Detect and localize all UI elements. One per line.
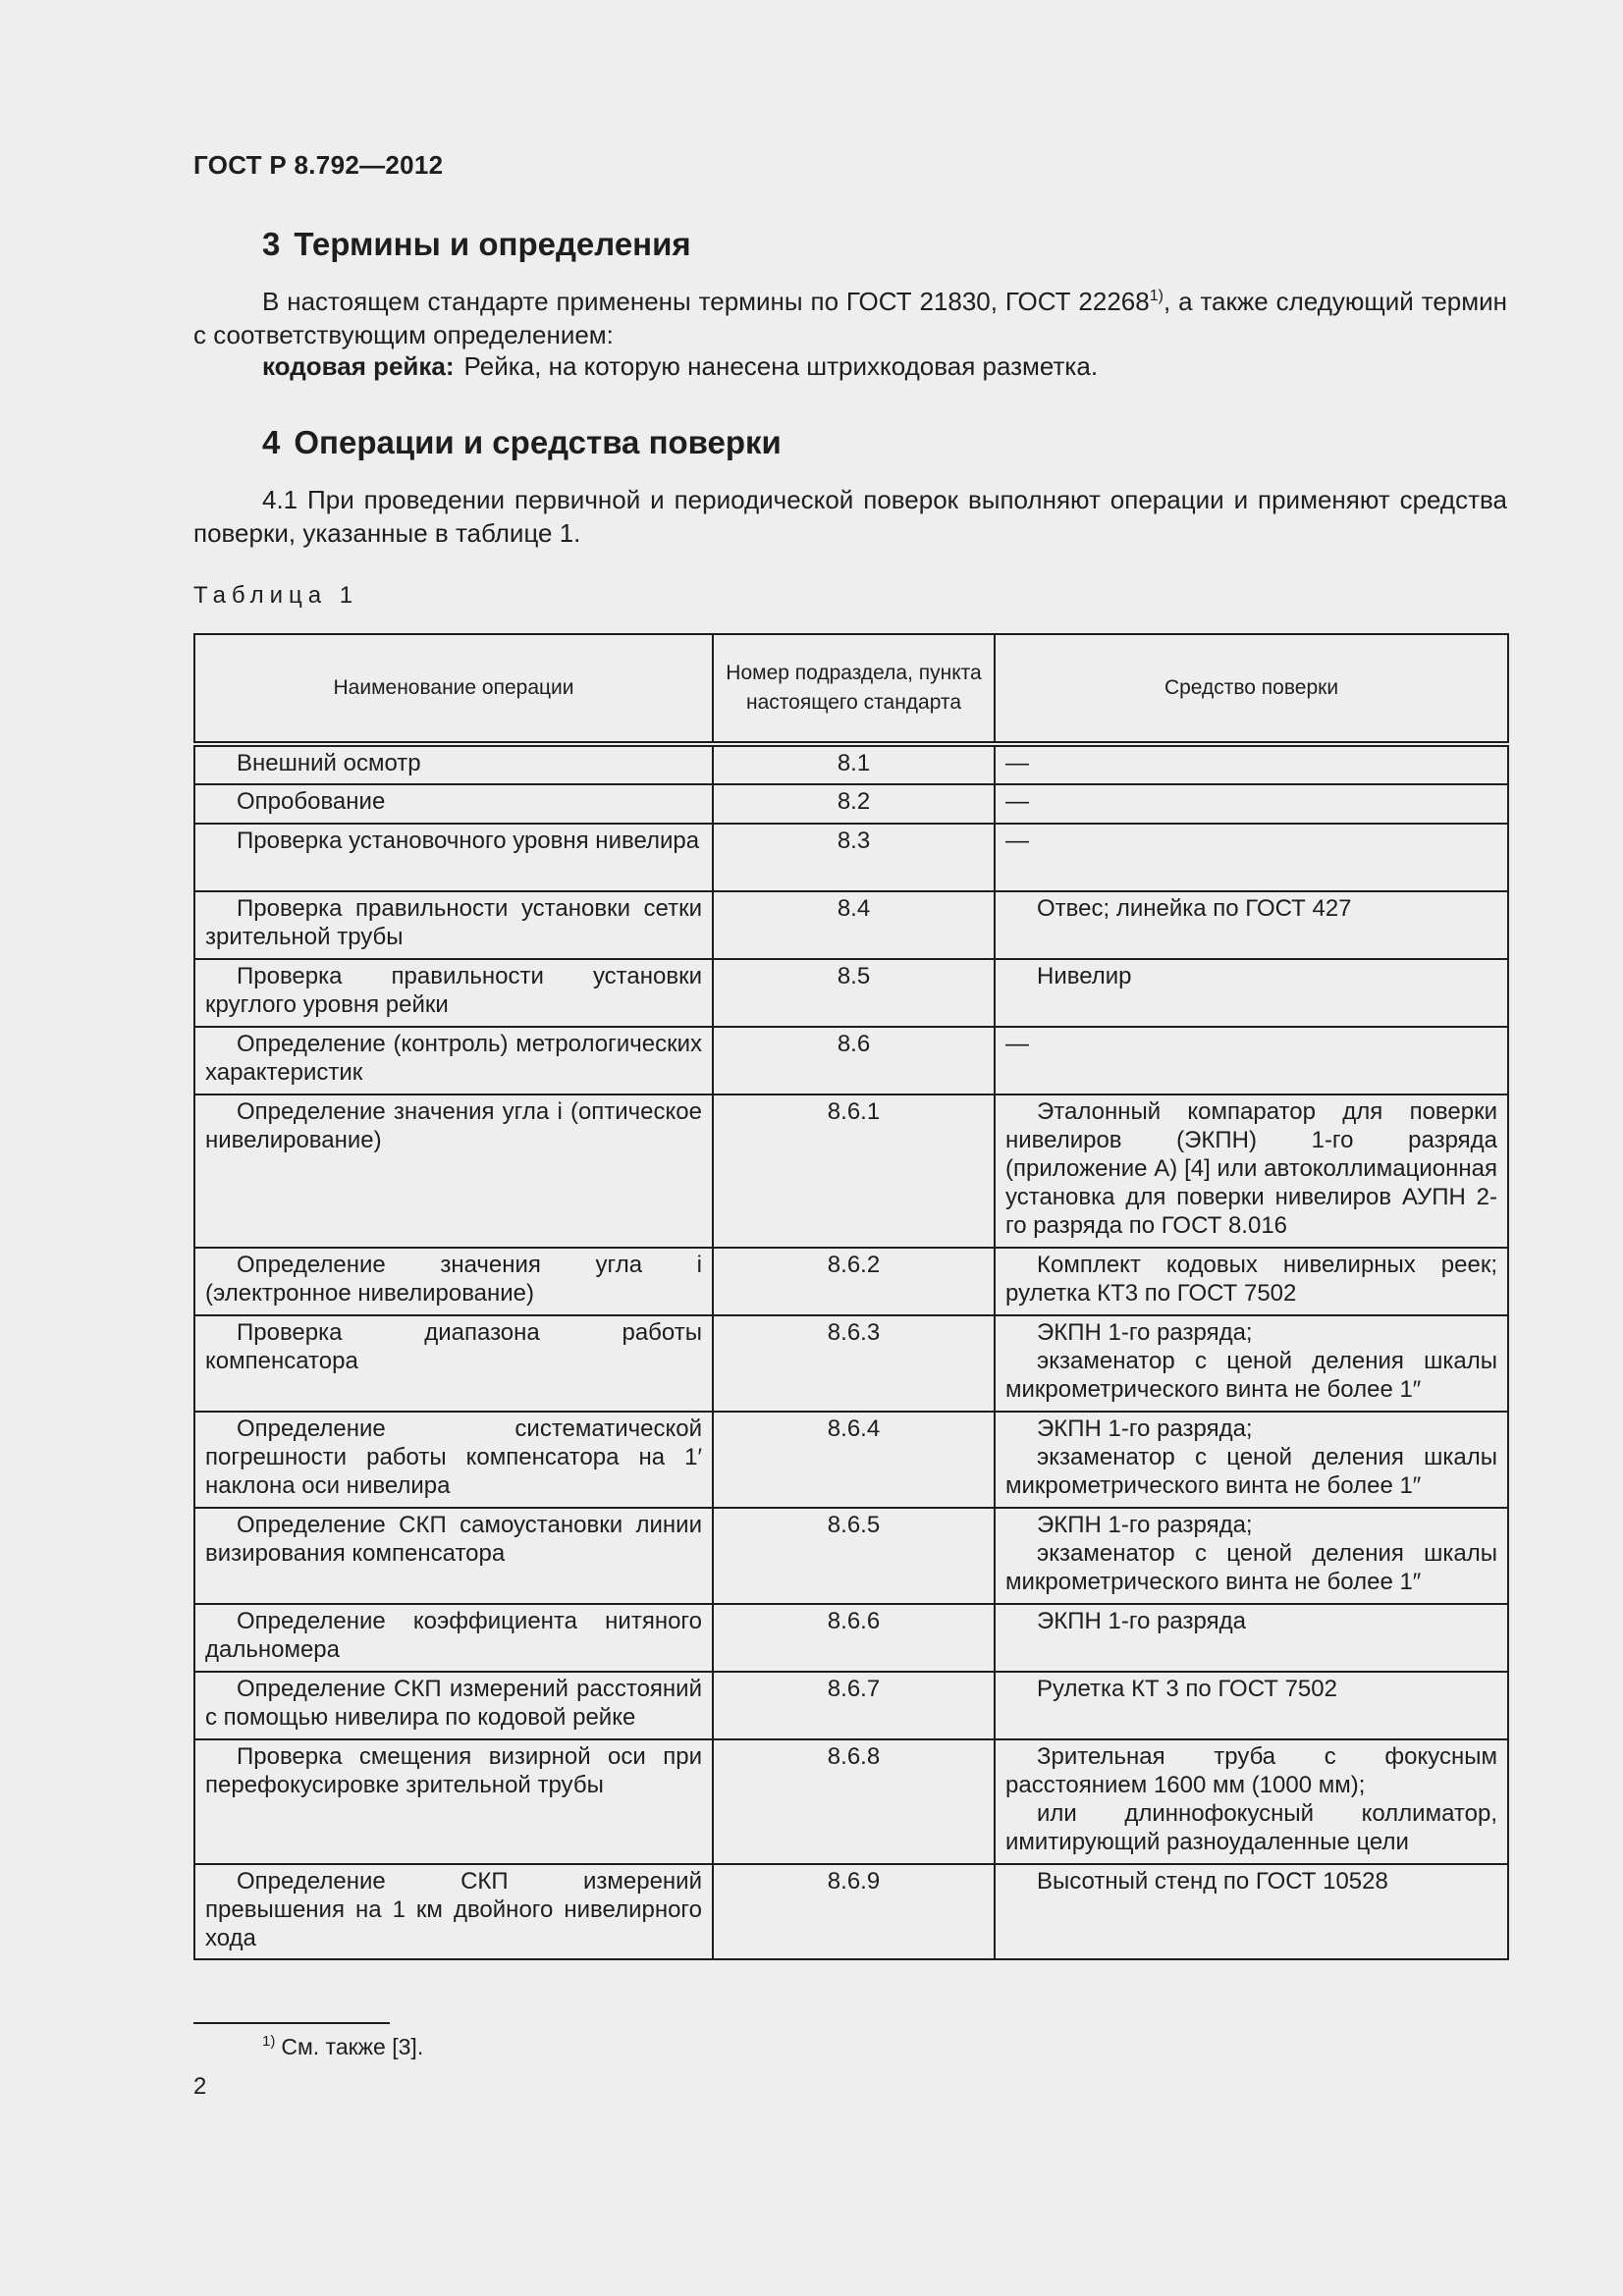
section-number: 8.6.2 — [827, 1252, 881, 1278]
table-row — [194, 1672, 1508, 1739]
verification-tool-cell — [995, 784, 1508, 824]
tool-line — [1005, 1607, 1497, 1635]
operation-name: Определение значения угла i (оптическое нивелирование) — [205, 1098, 702, 1153]
table-row — [194, 1508, 1508, 1604]
footnote-text: См. также [3]. — [281, 2034, 424, 2059]
section-number-cell — [713, 1739, 995, 1864]
table-row — [194, 744, 1508, 784]
paragraph-4-1: 4.1 При проведении первичной и периодической поверок выполняют операции и применяют средства поверки, указанные в таблице 1. — [193, 485, 1507, 548]
intro-text-cont: , а также следующий термин с соответствующим определением: — [193, 287, 1507, 349]
verification-tool: Рулетка КТ 3 по ГОСТ 7502 — [1037, 1676, 1337, 1702]
verification-tool: Отвес; линейка по ГОСТ 427 — [1037, 895, 1352, 922]
table-row — [194, 1248, 1508, 1315]
tool-line — [1005, 1511, 1497, 1539]
table-row — [194, 891, 1508, 959]
intro-text: В настоящем стандарте применены термины по ГОСТ 21830, ГОСТ 22268 — [262, 287, 1150, 316]
footnote — [262, 2032, 423, 2061]
term: кодовая рейка: — [262, 351, 455, 381]
operation-name: Проверка правильности установки сетки зрительной трубы — [205, 895, 702, 950]
section-number: 8.6.1 — [827, 1098, 881, 1125]
operation-name-cell — [194, 1864, 713, 1959]
tool-line — [1005, 1675, 1497, 1703]
verification-tool: ЭКПН 1-го разряда; — [1037, 1415, 1253, 1442]
section-4-heading: Операции и средства поверки — [294, 424, 782, 460]
operation-name: Определение систематической погрешности работы компенсатора на 1′ наклона оси нивелира — [205, 1415, 702, 1499]
operation-name-cell — [194, 1412, 713, 1508]
section-number: 8.1 — [837, 750, 871, 776]
operation-name: Проверка смещения визирной оси при перефокусировке зрительной трубы — [205, 1743, 702, 1798]
section-number: 8.6.9 — [827, 1868, 881, 1895]
verification-tool: ЭКПН 1-го разряда; — [1037, 1512, 1253, 1538]
operation-name-cell — [194, 1604, 713, 1672]
section-number-cell — [713, 1027, 995, 1095]
section-number: 8.6.8 — [827, 1743, 881, 1770]
table-caption: Таблица 1 — [193, 582, 359, 609]
section-number-cell — [713, 891, 995, 959]
verification-tool-cell — [995, 959, 1508, 1027]
tool-line — [1005, 1867, 1497, 1896]
tool-line — [1005, 1097, 1497, 1240]
verification-tool-cell — [995, 1672, 1508, 1739]
section-number-cell — [713, 1508, 995, 1604]
verification-tool: или длиннофокусный коллиматор, имитирующий разноудаленные цели — [1005, 1800, 1497, 1855]
verification-tool: — — [1005, 828, 1029, 854]
operation-name-cell — [194, 1739, 713, 1864]
section-3-intro — [193, 285, 1507, 351]
operation-name-cell — [194, 1672, 713, 1739]
section-number: 8.2 — [837, 788, 871, 815]
section-number: 8.5 — [837, 963, 871, 989]
header-section-number: Номер подраздела, пункта настоящего стандарта — [713, 634, 995, 744]
section-number-cell — [713, 959, 995, 1027]
tool-line — [1005, 1347, 1497, 1404]
operation-name: Внешний осмотр — [237, 750, 421, 776]
term-definition — [262, 349, 1098, 383]
footnote-marker: 1) — [262, 2033, 276, 2050]
operation-name: Определение СКП измерений превышения на 1 км двойного нивелирного хода — [205, 1868, 702, 1951]
page-number: 2 — [193, 2073, 207, 2100]
verification-tool-cell — [995, 744, 1508, 784]
section-number: 8.6.4 — [827, 1415, 881, 1442]
verification-tool-cell — [995, 1864, 1508, 1959]
verification-tool: Нивелир — [1037, 963, 1132, 989]
section-number-cell — [713, 1672, 995, 1739]
section-3-heading: Термины и определения — [294, 226, 691, 262]
table-header-row — [194, 634, 1508, 744]
operation-name-cell — [194, 1248, 713, 1315]
verification-tool-cell — [995, 1095, 1508, 1248]
verification-tool-cell — [995, 1412, 1508, 1508]
section-number-cell — [713, 1604, 995, 1672]
operation-name: Определение (контроль) метрологических характеристик — [205, 1031, 702, 1086]
footnote-divider — [193, 2022, 390, 2024]
verification-tool-cell — [995, 1027, 1508, 1095]
operation-name-cell — [194, 891, 713, 959]
tool-line — [1005, 749, 1497, 777]
operation-name: Проверка установочного уровня нивелира — [237, 828, 700, 854]
section-number-cell — [713, 1864, 995, 1959]
verification-tool-cell — [995, 1739, 1508, 1864]
operation-name-cell — [194, 744, 713, 784]
tool-line — [1005, 1251, 1497, 1308]
verification-tool-cell — [995, 824, 1508, 891]
operation-name: Определение коэффициента нитяного дальномера — [205, 1608, 702, 1663]
table-row — [194, 1027, 1508, 1095]
operation-name: Проверка правильности установки круглого уровня рейки — [205, 963, 702, 1018]
definition: Рейка, на которую нанесена штрихкодовая разметка. — [463, 351, 1099, 381]
section-number: 8.6.7 — [827, 1676, 881, 1702]
verification-tool-cell — [995, 1604, 1508, 1672]
header-verification-tool: Средство поверки — [995, 634, 1508, 744]
operation-name-cell — [194, 824, 713, 891]
tool-line — [1005, 1030, 1497, 1058]
section-number-cell — [713, 824, 995, 891]
tool-line — [1005, 1443, 1497, 1500]
table-row — [194, 959, 1508, 1027]
verification-tool: экзаменатор с ценой деления шкалы микрометрического винта не более 1″ — [1005, 1444, 1497, 1499]
verification-tool: — — [1005, 750, 1029, 776]
tool-line — [1005, 1799, 1497, 1856]
verification-tool: — — [1005, 1031, 1029, 1057]
tool-line — [1005, 827, 1497, 855]
operation-name-cell — [194, 1095, 713, 1248]
operation-name-cell — [194, 959, 713, 1027]
verification-tool: Эталонный компаратор для поверки нивелиров (ЭКПН) 1-го разряда (приложение А) [4] или автоколлимационная установка для поверки нивелиров АУПН 2-го разряда по ГОСТ 8.016 — [1005, 1098, 1497, 1239]
section-number-cell — [713, 1248, 995, 1315]
section-number: 8.4 — [837, 895, 871, 922]
section-number: 8.6.6 — [827, 1608, 881, 1634]
verification-tool: Комплект кодовых нивелирных реек; рулетка КТ3 по ГОСТ 7502 — [1005, 1252, 1497, 1307]
tool-line — [1005, 1415, 1497, 1443]
verification-tool-cell — [995, 1508, 1508, 1604]
table-row — [194, 1864, 1508, 1959]
verification-tool: Высотный стенд по ГОСТ 10528 — [1037, 1868, 1388, 1895]
section-number-cell — [713, 1412, 995, 1508]
section-number: 8.6.5 — [827, 1512, 881, 1538]
section-number-cell — [713, 784, 995, 824]
table-row — [194, 824, 1508, 891]
operation-name: Определение значения угла i (электронное нивелирование) — [205, 1252, 702, 1307]
operation-name: Определение СКП самоустановки линии визирования компенсатора — [205, 1512, 702, 1567]
verification-tool: ЭКПН 1-го разряда — [1037, 1608, 1246, 1634]
tool-line — [1005, 787, 1497, 816]
verification-tool: ЭКПН 1-го разряда; — [1037, 1319, 1253, 1346]
verification-tool: — — [1005, 788, 1029, 815]
verification-tool-cell — [995, 1248, 1508, 1315]
verification-tool: экзаменатор с ценой деления шкалы микрометрического винта не более 1″ — [1005, 1540, 1497, 1595]
tool-line — [1005, 962, 1497, 990]
section-number-cell — [713, 1095, 995, 1248]
operation-name: Опробование — [237, 788, 386, 815]
operation-name-cell — [194, 784, 713, 824]
tool-line — [1005, 1742, 1497, 1799]
section-number-cell — [713, 1315, 995, 1412]
verification-tool-cell — [995, 1315, 1508, 1412]
table-row — [194, 784, 1508, 824]
section-3-number: 3 — [262, 226, 281, 262]
section-number: 8.6 — [837, 1031, 871, 1057]
footnote-ref: 1) — [1149, 288, 1163, 304]
tool-line — [1005, 1318, 1497, 1347]
table-row — [194, 1412, 1508, 1508]
tool-line — [1005, 894, 1497, 923]
section-3-title — [262, 226, 691, 263]
table-row — [194, 1604, 1508, 1672]
section-4-number: 4 — [262, 424, 281, 460]
operation-name: Проверка диапазона работы компенсатора — [205, 1319, 702, 1374]
operation-name-cell — [194, 1508, 713, 1604]
verification-tool-cell — [995, 891, 1508, 959]
operation-name: Определение СКП измерений расстояний с помощью нивелира по кодовой рейке — [205, 1676, 702, 1731]
tool-line — [1005, 1539, 1497, 1596]
section-number: 8.6.3 — [827, 1319, 881, 1346]
operation-name-cell — [194, 1315, 713, 1412]
header-operation-name: Наименование операции — [194, 634, 713, 744]
operation-name-cell — [194, 1027, 713, 1095]
table-row — [194, 1739, 1508, 1864]
section-number: 8.3 — [837, 828, 871, 854]
table-row — [194, 1095, 1508, 1248]
verification-tool: Зрительная труба с фокусным расстоянием 1600 мм (1000 мм); — [1005, 1743, 1497, 1798]
verification-tool: экзаменатор с ценой деления шкалы микрометрического винта не более 1″ — [1005, 1348, 1497, 1403]
document-header: ГОСТ Р 8.792—2012 — [193, 150, 444, 180]
section-4-title — [262, 424, 782, 461]
section-4-paragraph — [193, 483, 1507, 550]
table-row — [194, 1315, 1508, 1412]
operations-table — [193, 633, 1509, 1960]
section-number-cell — [713, 744, 995, 784]
